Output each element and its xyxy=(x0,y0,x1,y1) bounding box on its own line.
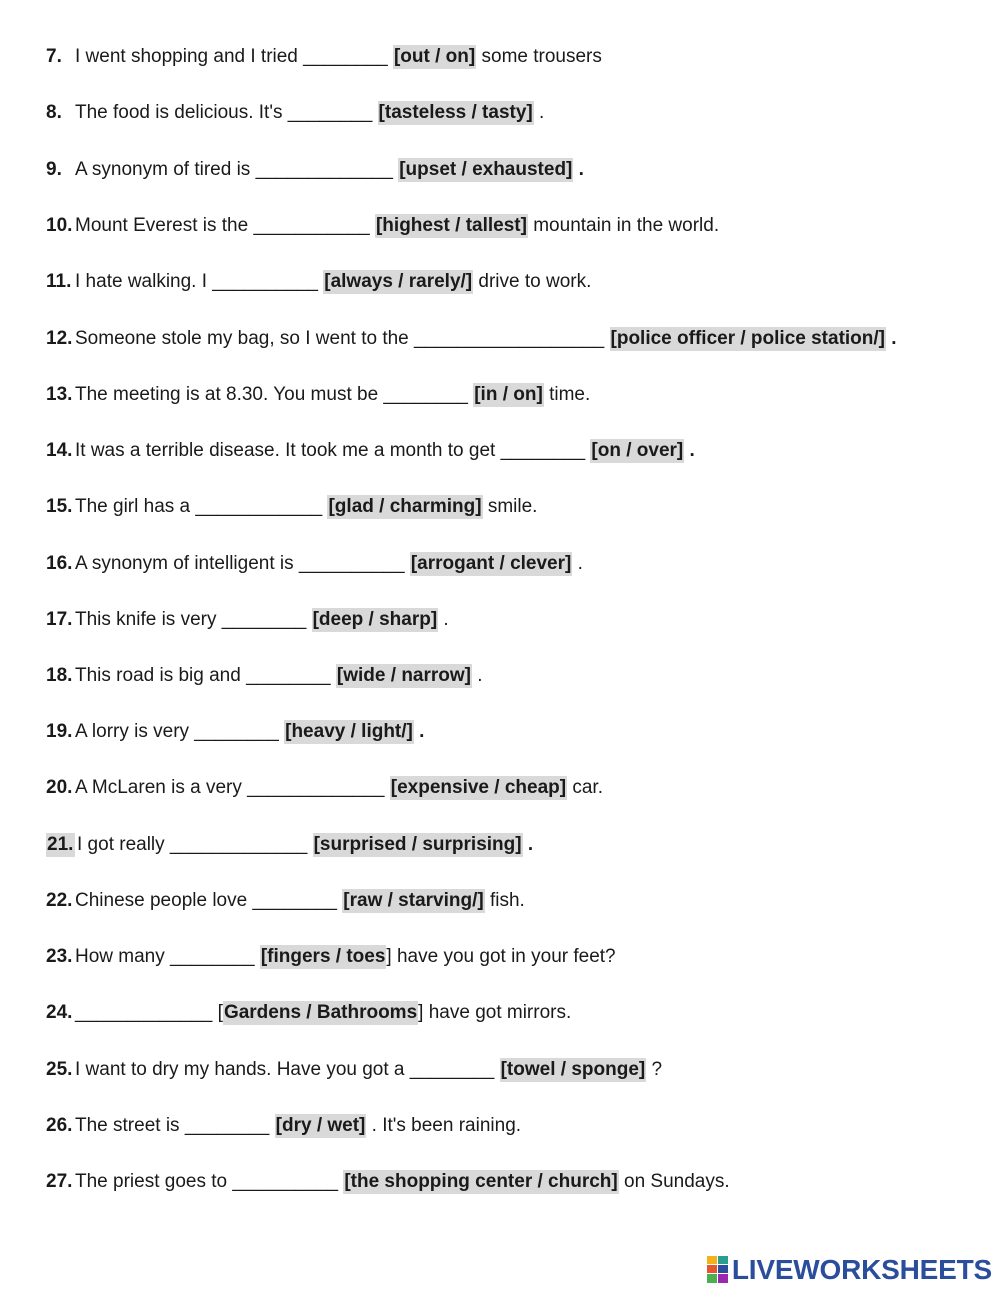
question-number: 10. xyxy=(46,215,73,236)
answer-options[interactable]: [wide / narrow] xyxy=(336,665,471,686)
question-12 xyxy=(46,324,897,354)
question-number: 13. xyxy=(46,384,73,405)
question-24 xyxy=(46,998,571,1028)
question-number: 16. xyxy=(46,553,73,574)
question-17 xyxy=(46,605,449,635)
question-text: Someone stole my bag, so I went to the __________________ xyxy=(75,328,610,349)
question-13 xyxy=(46,380,590,410)
question-11 xyxy=(46,267,591,297)
answer-options[interactable]: [glad / charming] xyxy=(328,496,482,517)
brand-name: LIVEWORKSHEETS xyxy=(731,1254,992,1285)
question-text: I hate walking. I __________ xyxy=(75,271,324,292)
question-text-end: . xyxy=(533,102,545,123)
question-7 xyxy=(46,42,602,72)
question-number: 11. xyxy=(46,271,72,292)
question-number: 7. xyxy=(46,46,62,67)
answer-options[interactable]: Gardens / Bathrooms xyxy=(223,1002,418,1023)
answer-options[interactable]: [in / on] xyxy=(474,384,543,405)
question-number: 18. xyxy=(46,665,73,686)
answer-options[interactable]: [expensive / cheap] xyxy=(390,777,567,798)
question-20 xyxy=(46,773,603,803)
question-text-end: smile. xyxy=(482,496,538,517)
question-text-end: . xyxy=(886,328,897,349)
question-22 xyxy=(46,886,525,916)
question-text-end: ] have you got in your feet? xyxy=(386,946,616,967)
question-number: 23. xyxy=(46,946,73,967)
question-text-end: mountain in the world. xyxy=(527,215,720,236)
question-text: How many ________ xyxy=(75,946,260,967)
answer-options[interactable]: [fingers / toes xyxy=(260,946,386,967)
question-text: A lorry is very ________ xyxy=(75,721,285,742)
answer-options[interactable]: [police officer / police station/] xyxy=(610,328,885,349)
question-text: A McLaren is a very _____________ xyxy=(75,777,390,798)
liveworksheets-brand xyxy=(707,1254,992,1286)
question-text-end: . xyxy=(522,834,534,855)
question-text-end: . xyxy=(438,609,449,630)
answer-options[interactable]: [deep / sharp] xyxy=(312,609,438,630)
question-25 xyxy=(46,1055,662,1085)
question-number: 8. xyxy=(46,102,62,123)
question-text: The priest goes to __________ xyxy=(75,1171,344,1192)
question-text-end: ? xyxy=(646,1059,663,1080)
question-text: The meeting is at 8.30. You must be ________ xyxy=(75,384,474,405)
question-text-end: . xyxy=(472,665,483,686)
question-15 xyxy=(46,492,537,522)
question-text-end: ] have got mirrors. xyxy=(418,1002,572,1023)
question-text-end: some trousers xyxy=(476,46,602,67)
question-text: _____________ [ xyxy=(75,1002,223,1023)
liveworksheets-logo-icon xyxy=(707,1256,729,1284)
question-number: 27. xyxy=(46,1171,73,1192)
question-text-end: . xyxy=(572,553,583,574)
question-number: 17. xyxy=(46,609,73,630)
question-number: 21. xyxy=(47,834,74,855)
question-text-end: on Sundays. xyxy=(618,1171,730,1192)
answer-options[interactable]: [towel / sponge] xyxy=(500,1059,646,1080)
question-text: It was a terrible disease. It took me a month to get ________ xyxy=(75,440,591,461)
question-text: I got really _____________ xyxy=(77,834,313,855)
question-19 xyxy=(46,717,424,747)
question-text-end: . It's been raining. xyxy=(366,1115,522,1136)
answer-options[interactable]: [out / on] xyxy=(393,46,476,67)
question-text-end: drive to work. xyxy=(473,271,592,292)
question-10 xyxy=(46,211,719,241)
question-18 xyxy=(46,661,483,691)
question-16 xyxy=(46,549,583,579)
answer-options[interactable]: [surprised / surprising] xyxy=(313,834,522,855)
question-number: 19. xyxy=(46,721,73,742)
answer-options[interactable]: [dry / wet] xyxy=(275,1115,366,1136)
answer-options[interactable]: [upset / exhausted] xyxy=(399,159,573,180)
question-23 xyxy=(46,942,616,972)
question-number: 9. xyxy=(46,159,62,180)
question-text: I went shopping and I tried ________ xyxy=(75,46,393,67)
question-27 xyxy=(46,1167,730,1197)
question-text: Chinese people love ________ xyxy=(75,890,343,911)
question-number: 12. xyxy=(46,328,73,349)
question-26 xyxy=(46,1111,521,1141)
question-14 xyxy=(46,436,695,466)
question-text-end: car. xyxy=(567,777,603,798)
answer-options[interactable]: [on / over] xyxy=(591,440,684,461)
question-number: 15. xyxy=(46,496,73,517)
answer-options[interactable]: [highest / tallest] xyxy=(375,215,527,236)
question-text: A synonym of tired is _____________ xyxy=(75,159,399,180)
answer-options[interactable]: [always / rarely/] xyxy=(324,271,473,292)
question-text: This knife is very ________ xyxy=(75,609,312,630)
question-number: 24. xyxy=(46,1002,73,1023)
answer-options[interactable]: [the shopping center / church] xyxy=(344,1171,618,1192)
question-number: 14. xyxy=(46,440,73,461)
question-9 xyxy=(46,155,584,185)
answer-options[interactable]: [arrogant / clever] xyxy=(410,553,572,574)
question-8 xyxy=(46,98,544,128)
question-text-end: fish. xyxy=(484,890,525,911)
question-21 xyxy=(46,830,533,860)
question-number: 25. xyxy=(46,1059,73,1080)
question-text: A synonym of intelligent is __________ xyxy=(75,553,410,574)
answer-options[interactable]: [raw / starving/] xyxy=(343,890,484,911)
question-text-end: . xyxy=(573,159,584,180)
question-text: Mount Everest is the ___________ xyxy=(75,215,375,236)
answer-options[interactable]: [tasteless / tasty] xyxy=(378,102,533,123)
question-number: 20. xyxy=(46,777,73,798)
question-text-end: . xyxy=(413,721,425,742)
question-text: The girl has a ____________ xyxy=(75,496,328,517)
question-text-end: . xyxy=(684,440,695,461)
question-text-end: time. xyxy=(543,384,591,405)
question-text: The food is delicious. It's ________ xyxy=(75,102,378,123)
question-number: 22. xyxy=(46,890,73,911)
question-text: I want to dry my hands. Have you got a ________ xyxy=(75,1059,500,1080)
question-number: 26. xyxy=(46,1115,73,1136)
answer-options[interactable]: [heavy / light/] xyxy=(285,721,413,742)
question-text: The street is ________ xyxy=(75,1115,275,1136)
question-text: This road is big and ________ xyxy=(75,665,336,686)
